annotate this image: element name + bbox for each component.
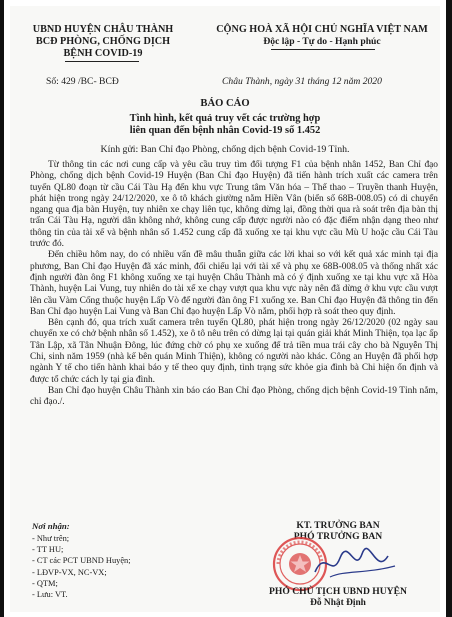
national-header (206, 24, 438, 48)
recipient-item: - TT HU; (32, 545, 64, 555)
org-line-3: BỆNH COVID-19 (63, 48, 143, 59)
issuing-organization (18, 24, 188, 60)
report-subject-line-1: Tình hình, kết quả truy vết các trường hợp (129, 113, 321, 124)
recipient-item: - QTM; (32, 578, 58, 588)
country-name: CỘNG HOÀ XÃ HỘI CHỦ NGHĨA VIỆT NAM (216, 24, 428, 35)
recipient-item: - CT các PCT UBND Huyện; (32, 556, 131, 566)
recipient-item: - LĐVP-VX, NC-VX; (32, 567, 107, 577)
recipient-item: - Như trên; (32, 534, 70, 543)
recipient-item: - Lưu: VT. (32, 590, 68, 600)
org-underline (65, 61, 139, 62)
report-subject (10, 113, 440, 137)
addressee: Kính gửi: Ban Chỉ đạo Phòng, chống dịch bệnh Covid-19 Tỉnh. (100, 144, 350, 155)
handwritten-signature (310, 544, 400, 584)
paragraph: Ban Chỉ đạo huyện Châu Thành xin báo cáo Ban Chỉ đạo Phòng, chống dịch bệnh Covid-19 Tỉnh nắm, chỉ đạo./. (30, 385, 438, 408)
recipients-label: Nơi nhận: (32, 521, 70, 531)
paragraph: Bên cạnh đó, qua trích xuất camera trên tuyến QL80, phát hiện trong ngày 26/12/2020 (02 ngày sau chuyến xe có chở bệnh nhân số 1.452), xe ô tô nêu trên có dừng lại tại quán giải khát Minh Thiện, tọa lạc ấp Tân Lập, xã Tân Nhuận Đông, lúc đứng chờ có phụ xe xuống để trả tiền mua trái cây cho bà Nguyễn Thị Chi, sinh năm 1959 (nhà kế bên quán Minh Thiện), không có người nào khác. Công an Huyện đã phối hợp ngành Y tế cho tiến hành khai báo y tế theo quy định, tình trạng sức khỏe gia đình bà Chi hiện ổn định và được tổ chức cách ly tại gia đình. (30, 318, 438, 385)
signer-title: PHÓ CHỦ TỊCH UBND HUYỆN (269, 586, 407, 597)
signature-position: PHÓ TRƯỞNG BAN (293, 531, 383, 542)
signer-name: Đỗ Nhật Định (310, 598, 366, 608)
report-subject-line-2: liên quan đến bệnh nhân Covid-19 số 1.452 (129, 125, 321, 136)
paragraph: Đến chiều hôm nay, do có nhiều vấn đề mâu thuẫn giữa các lời khai so với kết quả xác minh tại địa phương, Ban Chỉ đạo Huyện đã xác minh, đối chiếu lại với tài xế và phụ xe 68B-008.05 và thống nhất xác định người đàn ông F1 không xuống xe tại huyện Châu Thành mà có ý định xuống xe tại khu vực xã Hòa Thành, huyện Lai Vung, tuy nhiên do tài xế xe chạy vượt qua khu vực này nên đã dừng ở khu vực cầu vượt lên cầu Vàm Cống thuộc huyện Lấp Vò để người đàn ông F1 xuống xe. Ban Chỉ đạo Huyện đã thông tin đến Ban Chỉ đạo huyện Lai Vung và Ban Chỉ đạo huyện Lấp Vò nắm, phối hợp rà soát theo quy định. (30, 250, 438, 317)
recipients-list (32, 533, 131, 600)
report-title: BÁO CÁO (200, 98, 250, 109)
document-number: Số: 429 /BC- BCĐ (46, 76, 119, 87)
org-line-2: BCĐ PHÒNG, CHỐNG DỊCH (35, 36, 171, 47)
paragraph: Từ thông tin các nơi cung cấp và yêu cầu truy tìm đối tượng F1 của bệnh nhân 1452, Ban Chỉ đạo Phòng, chống dịch bệnh Covid-19 Huyện (Ban Chỉ đạo Huyện) đã tiến hành trích xuất các camera trên tuyến QL80 đoạn từ cầu Cái Tàu Hạ đến khu vực Trung tâm Văn hóa – Thể thao – Truyền thanh Huyện, phát hiện trong ngày 24/12/2020, xe ô tô khách giường nằm Hiền Vân (biển số 68B-008.05) có di chuyển ngang qua địa bàn Huyện, tuy nhiên xe chạy liên tục, không dừng lại, đồng thời qua rà soát trên địa bàn thị trấn Cái Tàu Hạ, người dân không nhớ, không cung cấp được người nào có đặc điểm nhận dạng theo như thông tin của tài xế và bệnh nhân số 1.452 cung cấp đã xuống xe tại khu vực cầu Mù U hoặc cầu Cái Tàu trước đó. (30, 160, 438, 250)
org-line-1: UBND HUYỆN CHÂU THÀNH (32, 24, 174, 35)
document-page (10, 6, 440, 612)
motto-underline (271, 49, 375, 50)
signature-authority: KT. TRƯỞNG BAN (296, 520, 380, 531)
place-date: Châu Thành, ngày 31 tháng 12 năm 2020 (222, 76, 382, 87)
national-motto: Độc lập - Tự do - Hạnh phúc (263, 36, 381, 47)
report-body (30, 160, 438, 409)
